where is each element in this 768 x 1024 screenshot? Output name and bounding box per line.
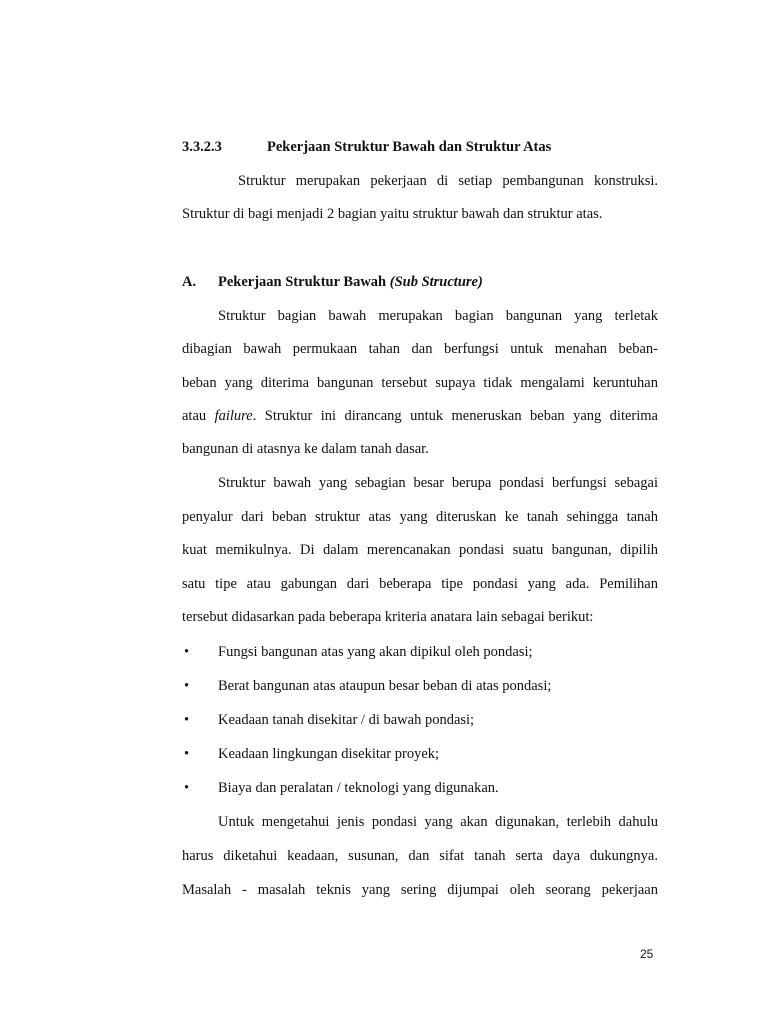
para1-line-2: dibagian bawah permukaan tahan dan berfungsi untuk menahan beban- <box>182 341 658 357</box>
subsection-title-main: Pekerjaan Struktur Bawah <box>218 274 387 290</box>
para3-line-3: Masalah - masalah teknis yang sering dijumpai oleh seorang pekerjaan <box>182 882 658 898</box>
para2-line-5: tersebut didasarkan pada beberapa kriteria anatara lain sebagai berikut: <box>182 609 594 625</box>
intro-line-1: Struktur merupakan pekerjaan di setiap pembangunan konstruksi. <box>238 173 658 189</box>
para2-line-3: kuat memikulnya. Di dalam merencanakan pondasi suatu bangunan, dipilih <box>182 542 658 558</box>
list-item: Keadaan tanah disekitar / di bawah pondasi; <box>218 712 475 728</box>
list-item: Berat bangunan atas ataupun besar beban di atas pondasi; <box>218 678 552 694</box>
intro-line-2: Struktur di bagi menjadi 2 bagian yaitu struktur bawah dan struktur atas. <box>182 206 603 222</box>
bullet-icon: • <box>184 746 190 762</box>
subsection-title <box>218 273 483 291</box>
para3-line-1: Untuk mengetahui jenis pondasi yang akan digunakan, terlebih dahulu <box>218 814 658 830</box>
para1-line-4-prefix: atau <box>182 408 207 424</box>
bullet-icon: • <box>184 678 190 694</box>
subsection-title-italic: (Sub Structure) <box>389 274 483 290</box>
page-number: 25 <box>640 947 654 961</box>
para2-line-1: Struktur bawah yang sebagian besar berupa pondasi berfungsi sebagai <box>218 475 658 491</box>
para2-line-4: satu tipe atau gabungan dari beberapa tipe pondasi yang ada. Pemilihan <box>182 576 658 592</box>
para1-line-4-suffix: . Struktur ini dirancang untuk meneruskan beban yang diterima <box>252 408 658 424</box>
para1-line-4 <box>182 407 658 425</box>
bullet-icon: • <box>184 644 190 660</box>
section-title: Pekerjaan Struktur Bawah dan Struktur Atas <box>267 139 552 155</box>
list-item: Keadaan lingkungan disekitar proyek; <box>218 746 440 762</box>
subsection-label: A. <box>182 274 197 290</box>
para1-line-1: Struktur bagian bawah merupakan bagian bangunan yang terletak <box>218 308 658 324</box>
para3-line-2: harus diketahui keadaan, susunan, dan sifat tanah serta daya dukungnya. <box>182 848 658 864</box>
para1-line-3: beban yang diterima bangunan tersebut supaya tidak mengalami keruntuhan <box>182 375 658 391</box>
list-item: Fungsi bangunan atas yang akan dipikul oleh pondasi; <box>218 644 533 660</box>
section-number: 3.3.2.3 <box>182 139 222 155</box>
para2-line-2: penyalur dari beban struktur atas yang diteruskan ke tanah sehingga tanah <box>182 509 658 525</box>
bullet-icon: • <box>184 712 190 728</box>
para1-line-4-italic: failure <box>214 408 253 424</box>
bullet-icon: • <box>184 780 190 796</box>
list-item: Biaya dan peralatan / teknologi yang digunakan. <box>218 780 499 796</box>
para1-line-5: bangunan di atasnya ke dalam tanah dasar. <box>182 441 429 457</box>
